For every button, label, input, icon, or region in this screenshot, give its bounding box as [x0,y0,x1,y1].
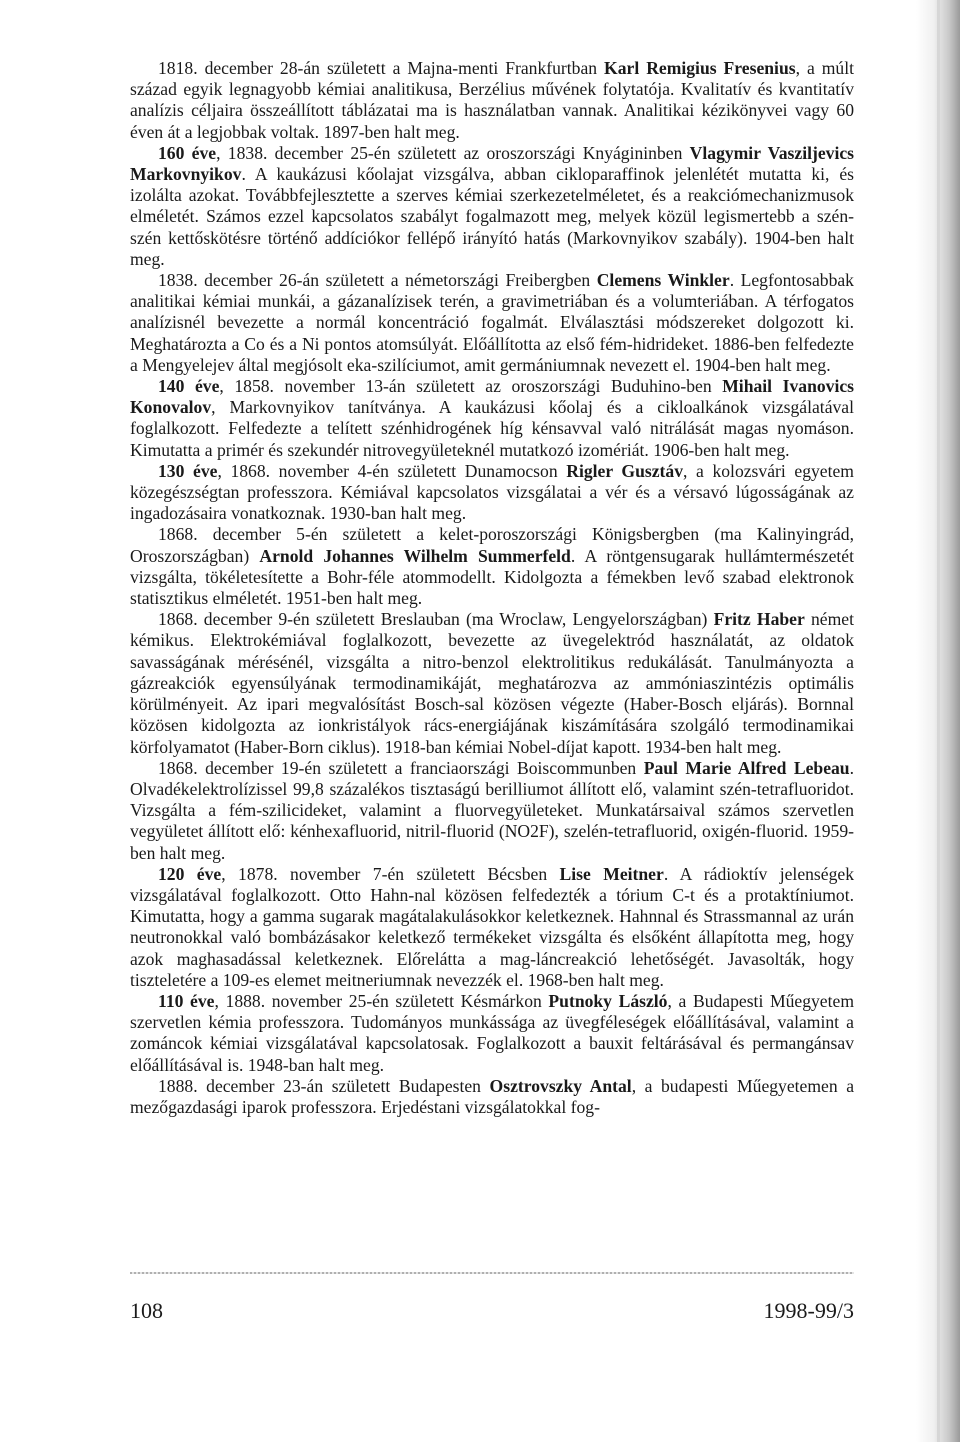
text-run: 1868. december 9-én született Breslauban (ma Wroclaw, Lengyelországban) [158,609,714,630]
text-run: , 1868. november 4-én született Dunamocson [217,460,567,481]
text-run: . A röntgensugarak hullámtermészetét vizsgálta, tökéletesítette a Bohr-féle atommodellt. Kidolgozta a fémekben levő szabad elektronok statisztikus elméletét. 1951-ben halt meg. [130,545,854,609]
paragraph [130,524,854,609]
bold-run: Paul Marie Alfred Lebeau [643,757,850,778]
paragraph [130,991,854,1076]
text-run: , a budapesti Műegyetemen a mezőgazdasági iparok professzora. Erjedéstani vizsgálatokkal fog- [130,1075,855,1117]
text-run: , 1878. november 7-én született Bécsben [221,863,560,884]
issue-label: 1998-99/3 [763,1298,854,1323]
text-run: német kémikus. Elektrokémiával foglalkozott, bevezette az üvegelektród használatát, az oldatok savasságának mérésénél, vizsgálta a nitro-benzol elektrolitikus redukálását. Tanulmányozta a gázreakciók egyensúlyának termodinamikáját, meghatározva az ammóniaszintézis optimális körülményeit. Az ipari megvalósítást Bosch-sal közösen végezte (Haber-Bosch eljárás). Bornnal közösen kidolgozta az ionkristályok rács-energiájának kiszámítására szolgáló termodinamikai körfolyamatot (Haber-Born ciklus). 1918-ban kémiai Nobel-díjat kapott. 1934-ben halt meg. [130,609,854,757]
bold-run: 110 éve [158,990,215,1011]
text-run: , 1838. december 25-én született az oroszországi Knyágininben [216,142,690,163]
bold-run: 140 éve [158,376,220,397]
text-run: , 1888. november 25-én született Késmárkon [214,990,549,1011]
bold-run: Osztrovszky Antal [489,1075,632,1096]
paragraph [130,58,854,143]
bold-run: Lise Meitner [559,863,664,884]
article-body [130,58,854,1118]
paragraph [130,270,854,376]
paragraph [130,143,854,270]
paragraph [130,461,854,525]
paragraph [130,609,854,757]
text-run: 1888. december 23-án született Budapesten [158,1075,490,1096]
footer-rule [130,1272,854,1274]
text-run: 1868. december 5-én született a kelet-poroszországi Königsbergben (ma Kalinyingrád, Oroszországban) [130,524,854,566]
page-number: 108 [130,1298,163,1323]
bold-run: Mihail Ivanovics Konovalov [130,376,854,418]
bold-run: 120 éve [158,863,222,884]
text-run: , 1858. november 13-án született az oroszországi Buduhino-ben [219,376,723,397]
text-run: . A rádioktív jelenségek vizsgálatával foglalkozott. Otto Hahn-nal közösen felfedezték a tórium C-t és a protaktíniumot. Kimutatta, hogy a gamma sugarak magátalakulásokkor keletkeznek. Hahnnal és Strassmannal az urán neutronokkal való bombázásakor keletkező termékeket vizsgálta és elsőként állapította meg, hogy azok maghasadással keletkeznek. Előrelátta a mag-láncreakció lehetőségét. Javasolták, hogy tiszteletére a 109-es elemet meitneriumnak nevezzék el. 1968-ben halt meg. [130,863,854,990]
paragraph [130,758,854,864]
text-run: , a kolozsvári egyetem közegészségtan professzora. Kémiával kapcsolatos vizsgálatai a vér és a vérsavó lúgosságának az ingadozásaira vonatkoznak. 1930-ban halt meg. [130,460,854,524]
text-run: . Legfontosabbak analitikai kémiai munkái, a gázanalízisek terén, a gravimetriában és a volumteriában. A térfogatos analízisnél bevezette a normál koncentráció fogalmát. Elválasztási módszereket dolgozott ki. Meghatározta a Co és a Ni pontos atomsúlyát. Előállította az első fém-hidrideket. 1886-ben felfedezte a Mengyelejev által megjósolt eka-szilíciumot, amit germániumnak nevezett el. 1904-ben halt meg. [130,270,854,375]
text-run: , a Budapesti Műegyetem szervetlen kémia professzora. Tudományos munkássága az üvegféleségek előállításával, valamint a zománcok kémiai vizsgálatával kapcsolatosak. Foglalkozott a bauxit feltárásával és permangánsav előállításával is. 1948-ban halt meg. [130,990,854,1075]
text-run: , Markovnyikov tanítványa. A kaukázusi kőolaj és a cikloalkánok vizsgálatával foglalkozott. Felfedezte a telített szénhidrogének híg kénsavval való nitrálását magas nyomáson. Kimutatta a primér és szekundér nitrovegyületeknél mutatkozó izomériát. 1906-ben halt meg. [130,397,854,460]
text-run: . A kaukázusi kőolajat vizsgálva, abban cikloparaffinok jelenlétét mutatta ki, és izolálta azokat. Továbbfejlesztette a szerves kémiai szerkezetelméletet, és a reakciómechanizmusok elméletét. Számos ezzel kapcsolatos szabályt fogalmazott meg, melyek közül legismertebb a szén-szén kettőskötésre történő addíciókor fellépő irányító hatás (Markovnyikov szabály). 1904-ben halt meg. [130,164,854,269]
text-run: 1868. december 19-én született a franciaországi Boiscommunben [158,757,644,778]
paragraph [130,864,854,991]
bold-run: Putnoky László [548,990,668,1011]
paragraph [130,1076,854,1118]
text-run: . Olvadékelektrolízissel 99,8 százalékos tisztaságú berilliumot állított elő, valamint szén-tetrafluoridot. Vizsgálta a fém-szilicideket, valamint a fluorvegyületeket. Munkatársaival számos szervetlen vegyületet állított elő: kénhexafluorid, nitril-fluorid (NO2F), szelén-tetrafluorid, oxigén-fluorid. 1959-ben halt meg. [130,757,854,863]
text-run: , a múlt század egyik legnagyobb kémiai analitikusa, Berzélius művének folytatója. Kvalitatív és kvantitatív analízis céljaira összeállított táblázatai ma is használatban vannak. Analitikai kézikönyvei vagy 60 éven át a legjobbak voltak. 1897-ben halt meg. [130,58,855,142]
bold-run: Fritz Haber [713,609,805,630]
bold-run: Karl Remigius Fresenius [604,58,796,78]
bold-run: Rigler Gusztáv [566,460,684,481]
paragraph [130,376,854,461]
bold-run: Clemens Winkler [596,270,730,291]
bold-run: Vlagymir Vasziljevics Markovnyikov [130,142,854,185]
bold-run: Arnold Johannes Wilhelm Summerfeld [259,545,571,566]
text-run: 1818. december 28-án született a Majna-menti Frankfurtban [158,58,605,78]
bold-run: 130 éve [158,460,218,481]
page-edge-line [937,0,940,1442]
bold-run: 160 éve [158,142,217,163]
text-run: 1838. december 26-án született a németországi Freibergben [158,270,597,291]
